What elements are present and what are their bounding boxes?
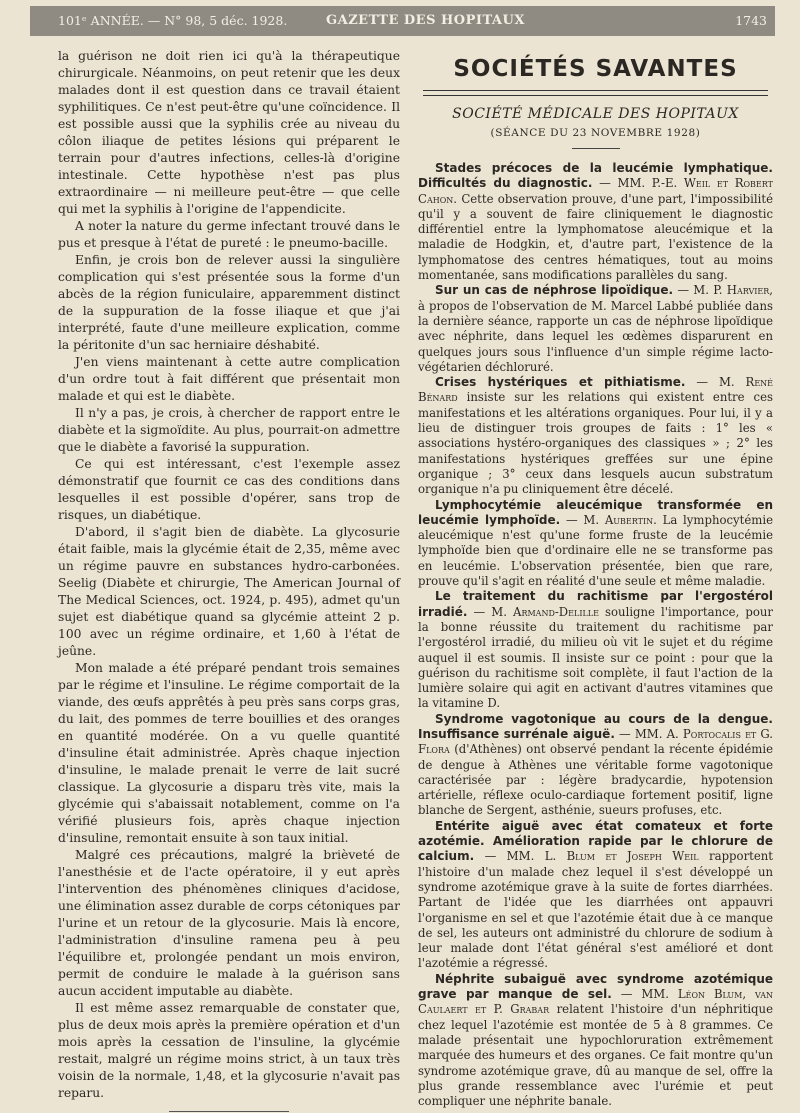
entry-text: rapportent l'histoire d'un malade chez lequel il s'est développé un syndrome azotémique grave à la suite de fortes diarrhées. Partant de l'idée que les diarrhées ont appauvri l'organisme en sel et que l'azotémie était due à ce manque de sel, les auteurs ont administré du chlorure de sodium à leur malade dont l'état général s'est amélioré et dont l'azotémie a régressé. — [418, 849, 773, 971]
communication-entry — [418, 375, 773, 497]
entry-authors: — M. Aubertin. — [565, 512, 657, 527]
entry-authors: — M. P. Harvier, — [677, 283, 773, 298]
entry-text: Cette observation prouve, d'une part, l'impossibilité qu'il y a souvent de faire cliniquement le diagnostic différentiel entre la lymphomatose aleucémique et la maladie de Hodgkin, et, d'autre part, l'existence de la lymphomatose des centres hématiques, tout au moins momentanée, sans modifications parallèles du sang. — [418, 191, 773, 283]
entry-authors: — MM. P.-E. Weil et Robert Cahon. — [418, 176, 773, 206]
entry-title: Lymphocytémie aleucémique transformée en leucémie lymphoïde. — [418, 497, 773, 527]
page-number: 1743 — [735, 13, 767, 28]
right-column — [418, 48, 773, 1109]
paragraph: Il n'y a pas, je crois, à chercher de rapport entre le diabète et la sigmoïdite. Au plus, pourrait-on admettre que le diabète a favorisé la suppuration. — [58, 406, 400, 454]
paragraph: Mon malade a été préparé pendant trois semaines par le régime et l'insuline. Le régime comportait de la viande, des œufs apprêtés à peu près sans corps gras, du lait, des pommes de terre bouillies et des oranges en quantité modérée. On a vu quelle quantité d'insuline était administrée. Après chaque injection d'insuline, le malade prenait le verre de lait sucré classique. La glycosurie a disparu très vite, mais la glycémie qui s'abaissait notablement, comme on l'a vérifié plusieurs fois, après chaque injection d'insuline, remontait ensuite à son taux initial. — [58, 661, 400, 845]
running-header — [30, 6, 775, 36]
entry-title: Stades précoces de la leucémie lymphatique. Difficultés du diagnostic. — [418, 161, 773, 191]
section-rule — [423, 90, 768, 96]
issue-info: 101ᵉ ANNÉE. — N° 98, 5 déc. 1928. — [58, 13, 288, 28]
paragraph: Malgré ces précautions, malgré la brièveté de l'anesthésie et de l'acte opératoire, il y eut après l'intervention des phénomènes cliniques d'acidose, une élimination assez durable de corps cétoniques par l'urine et un retour de la glycosurie. Mais là encore, l'administration d'insuline ramena peu à peu l'équilibre et, prolongée pendant un mois environ, permit de conduire le malade à la guérison sans aucun accident imputable au diabète. — [58, 848, 400, 998]
entry-title: Néphrite subaiguë avec syndrome azotémique grave par manque de sel. — [418, 971, 773, 1002]
entry-text: (d'Athènes) ont observé pendant la récente épidémie de dengue à Athènes une véritable forme vagotonique caractérisée par : légère bradycardie, hypotension artérielle, réflexe oculo-cardiaque fortement positif, ligne blanche de Sergent, asthénie, sueurs profuses, etc. — [418, 742, 774, 818]
entry-text: insiste sur les relations qui existent entre ces manifestations et les altérations organiques. Pour lui, il y a lieu de distinguer trois groupes de faits : 1° les « associations hystéro-organiques des classiques » ; 2° les manifestations hystériques greffées sur une épine organique ; 3° ceux dans lesquels aucun substratum organique n'a pu cliniquement être décelé. — [418, 390, 773, 497]
entry-title: Syndrome vagotonique au cours de la dengue. Insuffisance surrénale aiguë. — [418, 711, 773, 741]
communication-entry — [418, 972, 773, 1110]
communication-entry — [418, 819, 773, 972]
left-column — [58, 48, 400, 1113]
paragraph: A noter la nature du germe infectant trouvé dans le pus et presque à l'état de pureté : le pneumo-bacille. — [58, 219, 400, 250]
entry-title: Sur un cas de néphrose lipoïdique. — [435, 283, 674, 298]
communication-entry — [418, 283, 773, 375]
communication-entry — [418, 712, 773, 819]
entry-authors: — M. René Bénard — [418, 375, 774, 405]
entry-authors: — MM. A. Portocalis et G. Flora — [418, 726, 774, 757]
entry-title: Entérite aiguë avec état comateux et forte azotémie. Amélioration rapide par le chlorure de calcium. — [418, 818, 773, 864]
section-title: SOCIÉTÉS SAVANTES — [453, 56, 738, 82]
society-name: SOCIÉTÉ MÉDICALE DES HOPITAUX — [452, 106, 739, 122]
entry-authors: — MM. L. Blum et Joseph Weil — [484, 849, 699, 864]
entry-authors: — M. Armand-Delille — [473, 604, 599, 619]
paragraph: D'abord, il s'agit bien de diabète. La glycosurie était faible, mais la glycémie était de 2,35, même avec un régime pauvre en substances hydro-carbonées. Seelig (Diabète et chirurgie, The American Journal of The Medical Sciences, oct. 1924, p. 495), admet qu'un sujet est diabétique quand sa glycémie atteint 2 p. 100 avec un régime ordinaire, et 1,60 à l'état de jeûne. — [58, 525, 400, 658]
communication-entry — [418, 589, 773, 711]
paragraph: Il est même assez remarquable de constater que, plus de deux mois après la première opération et d'un mois après la cessation de l'insuline, la glycémie restait, malgré un régime moins strict, à un taux très voisin de la normale, 1,48, et la glycosurie n'avait pas reparu. — [58, 1001, 400, 1100]
entry-title: Le traitement du rachitisme par l'ergostérol irradié. — [418, 589, 773, 619]
entry-text: relatent l'histoire d'un néphritique chez lequel l'azotémie est montée de 5 à 8 grammes. Ce malade présentait une hypochloruration extrêmement marquée des humeurs et des organes. Ce fait montre qu'un syndrome azotémique grave, dû au manque de sel, offre la plus grande ressemblance avec l'urémie et peut compliquer une néphrite banale. — [418, 1002, 773, 1109]
paragraph: Ce qui est intéressant, c'est l'exemple assez démonstratif que fournit ce cas des conditions dans lesquelles il est possible d'opérer, sans trop de risques, un diabétique. — [58, 457, 400, 522]
entry-text: à propos de l'observation de M. Marcel Labbé publiée dans la dernière séance, rapporte un cas de néphrose lipoïdique avec néphrite, dans lequel les œdèmes disparurent en quelques jours sous l'influence d'un simple régime lacto-végétarien déchloruré. — [418, 298, 773, 374]
entry-text: La lymphocytémie aleucémique n'est qu'une forme fruste de la leucémie lymphoïde bien que d'ordinaire elle ne se transforme pas en leucémie. L'observation présentée, bien que rare, prouve qu'il s'agit en réalité d'une seule et même maladie. — [418, 512, 774, 589]
entry-text: souligne l'importance, pour la bonne réussite du traitement du rachitisme par l'ergostérol irradié, du milieu où vit le sujet et du régime auquel il est soumis. Il insiste sur ce point : pour que la guérison du rachitisme soit complète, il faut l'action de la lumière solaire qui agit en activant d'autres vitamines que la vitamine D. — [418, 604, 773, 711]
entry-title: Crises hystériques et pithiatisme. — [435, 375, 686, 390]
journal-title: GAZETTE DES HOPITAUX — [326, 13, 525, 28]
paragraph: la guérison ne doit rien ici qu'à la thérapeutique chirurgicale. Néanmoins, on peut retenir que les deux malades dont il est question dans ce travail étaient syphilitiques. Ce n'est peut-être qu'une coïncidence. Il est possible aussi que la syphilis crée au niveau du côlon iliaque de petites lésions qui préparent le terrain pour d'autres infections, celles-là d'origine intestinale. Cette hypothèse n'est pas plus extraordinaire — ni meilleure peut-être — que celle qui met la syphilis à l'origine de l'appendicite. — [58, 49, 400, 216]
communication-entry — [418, 498, 773, 590]
paragraph: Enfin, je crois bon de relever aussi la singulière complication qui s'est présentée sous la forme d'un abcès de la région funiculaire, apparemment distinct de la suppuration de la fosse iliaque et que j'ai interprété, faute d'une meilleure explication, comme la péritonite d'un sac herniaire déshabité. — [58, 253, 400, 352]
communication-entry — [418, 161, 773, 283]
session-date: (SÉANCE DU 23 NOVEMBRE 1928) — [490, 127, 701, 139]
divider — [572, 148, 620, 149]
entry-authors: — MM. Léon Blum, van Caulaert et P. Grabar — [418, 987, 774, 1017]
paragraph: J'en viens maintenant à cette autre complication d'un ordre tout à fait différent que présentait mon malade et qui est le diabète. — [58, 355, 400, 403]
